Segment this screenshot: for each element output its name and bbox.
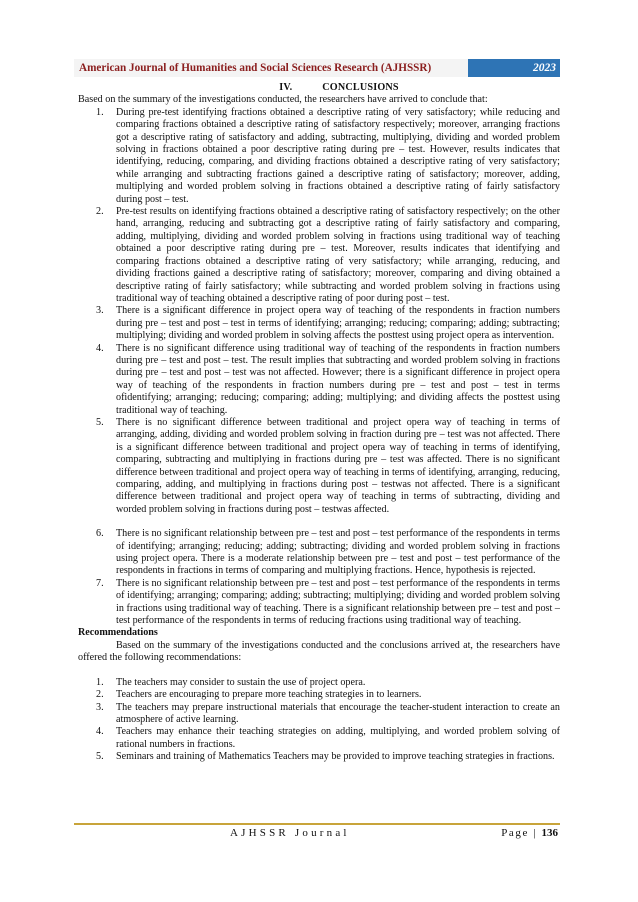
list-item — [78, 206, 560, 305]
list-item-text: There is no significant difference using traditional way of teaching of the respondents in fraction numbers during pre – test and post – test. The result implies that subtracting and worded problem solving in fractions during pre – test and post – test was not affected. However; there is a significant difference in project opera way of teaching of the respondents in fraction numbers during pre – test and post – test in terms ofidentifying; arranging; reducing; comparing; adding; multiplying; and dividing affects the posttest using traditional way of teaching. — [116, 342, 560, 416]
page-number — [501, 827, 558, 839]
list-item — [78, 677, 560, 689]
list-item-text: There is a significant difference in project opera way of teaching of the respondents in fraction numbers during pre – test and post – test in terms of identifying; arranging; reducing; comparing; adding; subtracting; multiplying; dividing and worded problem in solving affects the posttest using project opera as intervention. — [116, 305, 560, 342]
page-content — [78, 82, 560, 764]
recommendations-list — [78, 677, 560, 764]
list-item-number: 5. — [96, 751, 104, 763]
list-item-text: There is no significant difference between traditional and project opera way of teaching in terms of arranging, adding, dividing and worded problem solving in fraction during pre – test was not affected. There is a significant difference between traditional and project opera way of teaching in terms of identifying, comparing, subtracting and multiplying in fractions during pre – test was affected. There is no significant difference between traditional and project opera way of teaching in terms of identifying, arranging, reducing, comparing, adding, and multiplying in fractions during post – testwas not affected. There is a significant difference between traditional and project opera way of teaching in terms of subtracting, dividing and worded problem solving in fractions during post – testwas affected. — [116, 416, 560, 515]
list-item-number: 4. — [96, 342, 104, 354]
list-item — [78, 751, 560, 763]
footer-divider — [74, 823, 560, 825]
journal-year: 2023 — [468, 59, 560, 77]
section-heading — [78, 82, 560, 94]
list-item — [78, 726, 560, 751]
footer-journal: AJHSSR Journal — [230, 827, 350, 839]
journal-header — [74, 59, 560, 77]
list-item-text: Pre-test results on identifying fractions obtained a descriptive rating of satisfactory respectively; on the other hand, arranging, reducing and subtracting got a descriptive rating of fairly satisfactory and comparing, adding, multiplying, dividing and worded problem solving in fractions using traditional way of teaching obtained a poor descriptive rating during pre – test. Moreover, results indicates that identifying and comparing fractions obtained a descriptive rating of very satisfactory; while arranging, reducing, and dividing fractions gained a descriptive rating of satisfactory; moreover, comparing and diving obtained a descriptive rating of fairly satisfactory; while subtracting and worded problem solving in fractions using traditional way of teaching obtained a descriptive rating of poor during post – test. — [116, 206, 560, 304]
list-item-number: 1. — [96, 676, 104, 688]
list-item-text: Teachers may enhance their teaching strategies on adding, multiplying, and worded problem solving of rational numbers in fractions. — [116, 726, 560, 750]
section-number: IV. — [279, 82, 293, 93]
conclusions-intro: Based on the summary of the investigations conducted, the researchers have arrived to conclude that: — [78, 94, 488, 106]
list-item-number: 5. — [96, 416, 104, 428]
list-item-number: 7. — [96, 577, 104, 589]
list-item-text: Seminars and training of Mathematics Teachers may be provided to improve teaching strategies in fractions. — [116, 751, 555, 763]
page-number-value: 136 — [541, 827, 558, 839]
list-item — [78, 689, 560, 701]
page-label: Page | — [501, 827, 538, 839]
list-item-text: During pre-test identifying fractions obtained a descriptive rating of very satisfactory; while reducing and comparing fractions obtained a descriptive rating of satisfactory respectively; moreover, arranging fractions got a descriptive rating of satisfactory and adding, subtracting, multiplying, dividing and worded problem solving in fractions obtained a poor descriptive rating during pre – test. However, results indicates that identifying, reducing, comparing, and dividing fractions obtained a descriptive rating of very satisfactory; while arranging and subtracting fractions gained a descriptive rating of satisfactory; moreover, adding, multiplying and worded problem solving in fractions obtained a descriptive rating of fairly satisfactory during post – test. — [116, 106, 560, 205]
list-item — [78, 702, 560, 727]
list-item — [78, 528, 560, 578]
conclusions-list-continued — [78, 528, 560, 627]
list-item — [78, 578, 560, 628]
list-item-number: 2. — [96, 689, 104, 701]
list-item-number: 1. — [96, 106, 104, 118]
list-item-number: 4. — [96, 726, 104, 738]
conclusions-list — [78, 107, 560, 516]
list-item-number: 6. — [96, 528, 104, 540]
list-item — [78, 305, 560, 342]
spacer — [78, 665, 560, 677]
list-item-text: The teachers may consider to sustain the use of project opera. — [116, 676, 366, 688]
list-item — [78, 417, 560, 516]
journal-title: American Journal of Humanities and Social Sciences Research (AJHSSR) — [74, 59, 468, 77]
list-item-number: 2. — [96, 206, 104, 218]
section-title: CONCLUSIONS — [322, 82, 399, 93]
spacer — [78, 516, 560, 528]
recommendations-heading: Recommendations — [78, 627, 158, 639]
list-item — [78, 343, 560, 417]
page-footer — [74, 827, 560, 841]
list-item-text: Teachers are encouraging to prepare more teaching strategies in to learners. — [116, 689, 422, 701]
list-item-number: 3. — [96, 701, 104, 713]
list-item-number: 3. — [96, 305, 104, 317]
list-item-text: The teachers may prepare instructional materials that encourage the teacher-student interaction to create an atmosphere of active learning. — [116, 701, 560, 725]
list-item — [78, 107, 560, 206]
list-item-text: There is no significant relationship between pre – test and post – test performance of the respondents in terms of identifying; arranging; reducing; adding; subtracting; dividing and worded problem solving in fractions using project opera. There is a moderate relationship between pre – test and post – test performance of the respondents in fractions in terms of comparing and multiplying fractions. Hence, hypothesis is rejected. — [116, 528, 560, 577]
recommendations-intro: Based on the summary of the investigations conducted and the conclusions arrived at, the researchers have offered the following recommendations: — [78, 639, 560, 664]
list-item-text: There is no significant relationship between pre – test and post – test performance of the respondents in terms of identifying; arranging; comparing; adding; subtracting; multiplying; dividing and worded problem solving in fractions using traditional way of teaching. There is a significant relationship between pre – test and post – test performance of the respondents in terms of reducing fractions using traditional way of teaching. — [116, 577, 560, 627]
